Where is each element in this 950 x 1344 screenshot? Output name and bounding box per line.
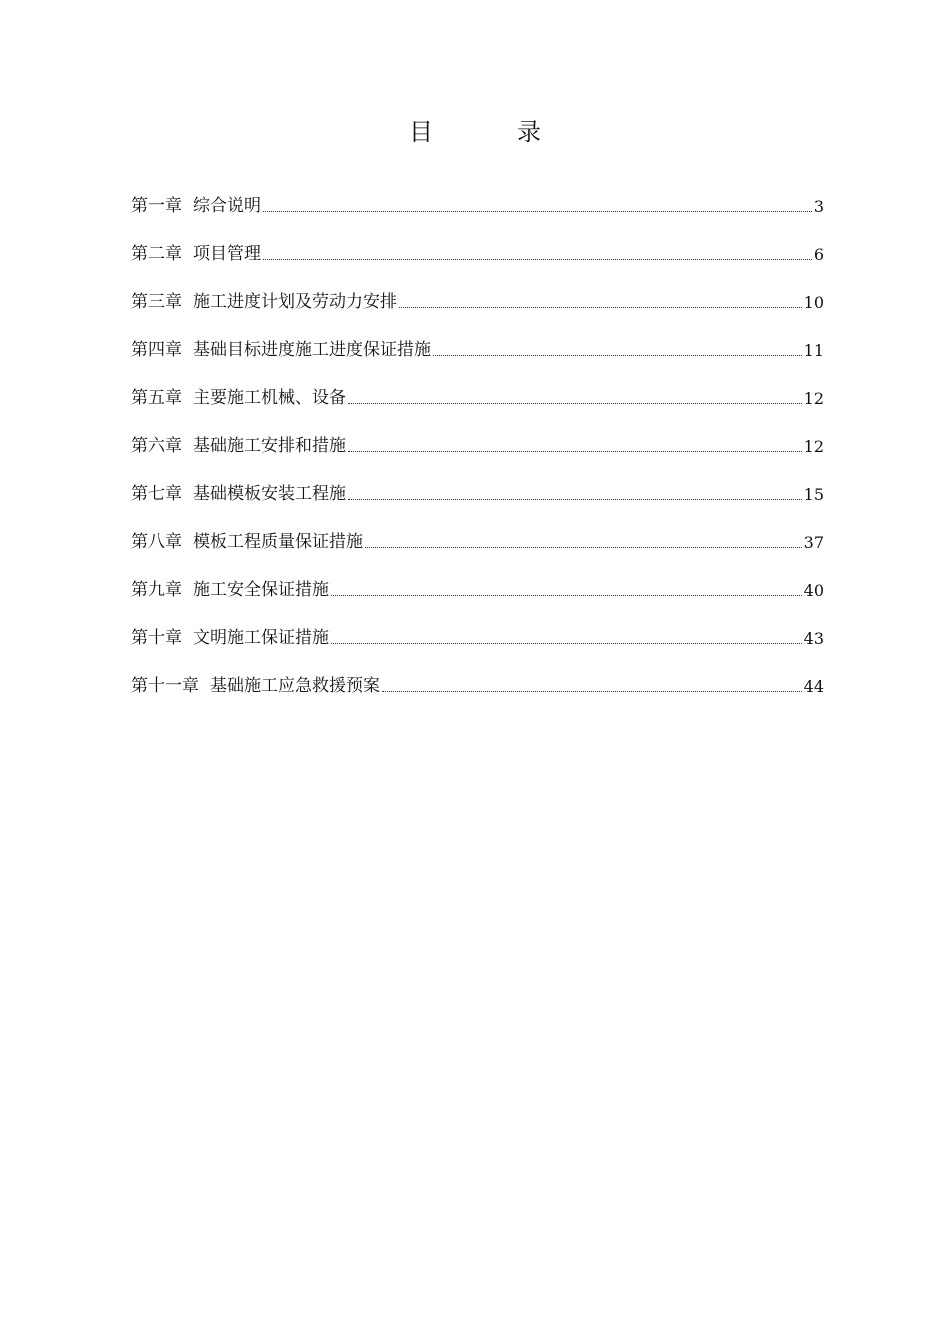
toc-page-number: 40 <box>803 581 824 600</box>
toc-chapter-number: 第九章 <box>131 580 182 600</box>
toc-page-number: 3 <box>813 197 824 216</box>
dot-leader <box>348 450 802 452</box>
toc-page-number: 43 <box>803 629 824 648</box>
toc-chapter-title: 施工进度计划及劳动力安排 <box>193 292 397 312</box>
toc-chapter-number: 第五章 <box>131 388 182 408</box>
toc-page-number: 15 <box>803 485 824 504</box>
toc-chapter-number: 第三章 <box>131 292 182 312</box>
toc-heading-right: 录 <box>517 118 541 146</box>
toc-entry[interactable] <box>131 360 824 408</box>
dot-leader <box>365 546 802 548</box>
toc-entry[interactable] <box>131 264 824 312</box>
toc-entry[interactable] <box>131 408 824 456</box>
toc-page-number: 12 <box>803 437 824 456</box>
toc-chapter-title: 项目管理 <box>193 244 261 264</box>
toc-entry[interactable] <box>131 648 824 696</box>
toc-chapter-title: 文明施工保证措施 <box>193 628 329 648</box>
toc-chapter-title: 施工安全保证措施 <box>193 580 329 600</box>
dot-leader <box>331 594 802 596</box>
dot-leader <box>382 690 802 692</box>
toc-entry[interactable] <box>131 168 824 216</box>
toc-page-number: 6 <box>813 245 824 264</box>
toc-chapter-title: 基础目标进度施工进度保证措施 <box>193 340 431 360</box>
dot-leader <box>348 498 802 500</box>
toc-entry[interactable] <box>131 216 824 264</box>
toc-page-number: 12 <box>803 389 824 408</box>
toc-chapter-title: 基础施工应急救援预案 <box>210 676 380 696</box>
dot-leader <box>399 306 802 308</box>
dot-leader <box>433 354 802 356</box>
toc-chapter-number: 第十章 <box>131 628 182 648</box>
toc-page-number: 10 <box>803 293 824 312</box>
toc-chapter-number: 第八章 <box>131 532 182 552</box>
table-of-contents <box>131 168 824 696</box>
toc-page-number: 11 <box>803 341 824 360</box>
toc-chapter-number: 第一章 <box>131 196 182 216</box>
toc-chapter-title: 综合说明 <box>193 196 261 216</box>
toc-chapter-number: 第十一章 <box>131 676 199 696</box>
toc-heading <box>0 112 950 147</box>
dot-leader <box>263 258 812 260</box>
toc-chapter-number: 第六章 <box>131 436 182 456</box>
toc-chapter-number: 第四章 <box>131 340 182 360</box>
toc-chapter-title: 基础施工安排和措施 <box>193 436 346 456</box>
toc-page-number: 37 <box>803 533 824 552</box>
toc-page-number: 44 <box>803 677 824 696</box>
toc-chapter-number: 第七章 <box>131 484 182 504</box>
dot-leader <box>331 642 802 644</box>
toc-heading-left: 目 <box>409 118 433 146</box>
dot-leader <box>348 402 802 404</box>
toc-chapter-title: 主要施工机械、设备 <box>193 388 346 408</box>
toc-chapter-title: 模板工程质量保证措施 <box>193 532 363 552</box>
toc-entry[interactable] <box>131 312 824 360</box>
toc-entry[interactable] <box>131 552 824 600</box>
toc-entry[interactable] <box>131 600 824 648</box>
toc-entry[interactable] <box>131 504 824 552</box>
toc-chapter-title: 基础模板安装工程施 <box>193 484 346 504</box>
toc-entry[interactable] <box>131 456 824 504</box>
dot-leader <box>263 210 812 212</box>
toc-chapter-number: 第二章 <box>131 244 182 264</box>
